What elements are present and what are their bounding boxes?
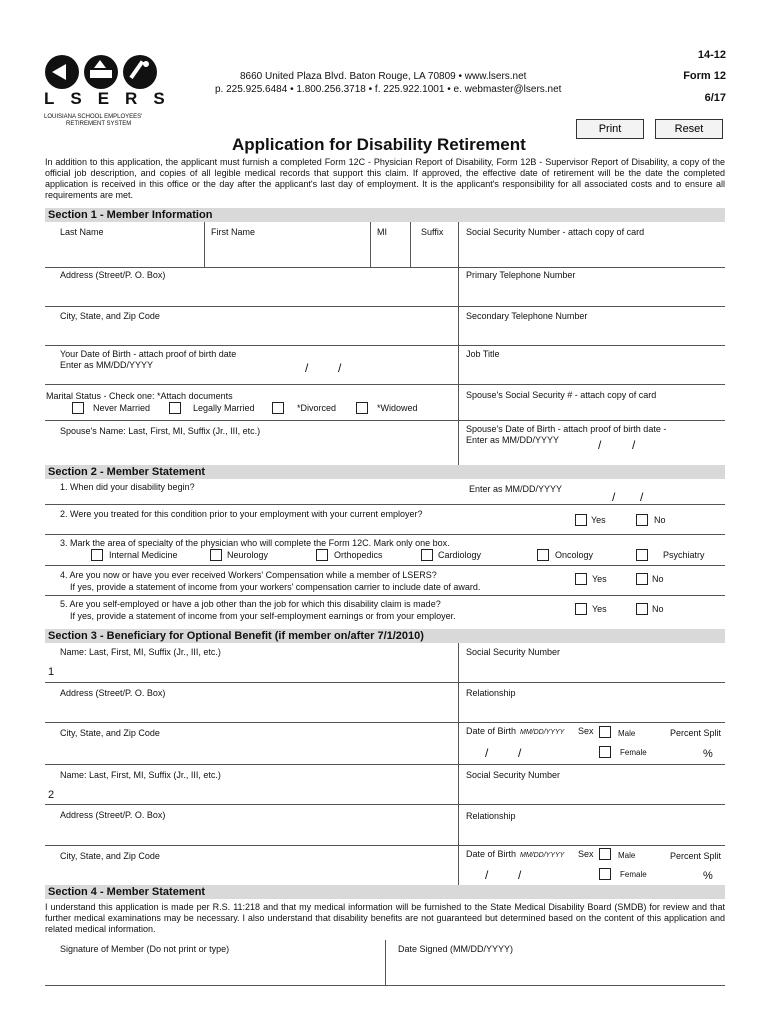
b2-ssn-label: Social Security Number xyxy=(466,770,561,780)
q5-sublabel: If yes, provide a statement of income from your self-employment earnings or from your employer. xyxy=(70,611,456,621)
row-line xyxy=(45,306,725,307)
row-line xyxy=(45,345,725,346)
mi-label: MI xyxy=(377,227,387,237)
widowed-label: *Widowed xyxy=(377,403,418,413)
internal-medicine-checkbox[interactable] xyxy=(91,549,103,561)
cardiology-checkbox[interactable] xyxy=(421,549,433,561)
b2-percent-split-label: Percent Split xyxy=(670,851,722,861)
spouse-dob-slash-1: / xyxy=(598,438,602,452)
b1-female-label: Female xyxy=(620,748,647,757)
form-number: Form 12 xyxy=(683,70,726,82)
row-line xyxy=(45,682,725,683)
spouse-ssn-label: Spouse's Social Security # - attach copy of card xyxy=(466,390,657,400)
q5-yes-checkbox[interactable] xyxy=(575,603,587,615)
b1-dob-slash-2: / xyxy=(518,746,522,760)
row-line xyxy=(45,534,725,535)
print-button[interactable]: Print xyxy=(576,119,644,139)
b2-relationship-label: Relationship xyxy=(466,811,516,821)
page-title: Application for Disability Retirement xyxy=(232,135,526,154)
b2-female-label: Female xyxy=(620,870,647,879)
marital-status-label: Marital Status - Check one: *Attach documents xyxy=(46,391,233,401)
section-4-header: Section 4 - Member Statement xyxy=(45,885,725,899)
q1-slash-1: / xyxy=(612,490,616,504)
lsers-logo xyxy=(42,50,181,134)
b1-percent-sign: % xyxy=(703,748,713,760)
neurology-label: Neurology xyxy=(227,550,269,560)
row-line xyxy=(45,845,725,846)
row-line xyxy=(45,764,725,765)
b2-number: 2 xyxy=(48,789,55,801)
b2-name-label: Name: Last, First, MI, Suffix (Jr., III, etc.) xyxy=(60,770,221,780)
q4-sublabel: If yes, provide a statement of income from your workers' compensation carrier to include date of award. xyxy=(70,582,481,592)
neurology-checkbox[interactable] xyxy=(210,549,222,561)
row-line xyxy=(45,384,725,385)
col-divider-suffix xyxy=(410,222,411,267)
suffix-label: Suffix xyxy=(421,227,444,237)
address-label: Address (Street/P. O. Box) xyxy=(60,270,166,280)
col-divider-first xyxy=(204,222,205,267)
section-3-header: Section 3 - Beneficiary for Optional Benefit (if member on/after 7/1/2010) xyxy=(45,629,725,643)
cardiology-label: Cardiology xyxy=(438,550,482,560)
spouse-dob-label-1: Spouse's Date of Birth - attach proof of birth date - xyxy=(466,424,667,434)
psychiatry-checkbox[interactable] xyxy=(636,549,648,561)
q2-yes-checkbox[interactable] xyxy=(575,514,587,526)
row-line xyxy=(45,565,725,566)
row-line xyxy=(45,595,725,596)
q1-hint: Enter as MM/DD/YYYY xyxy=(469,484,563,494)
form-code: 14-12 xyxy=(697,49,726,61)
q5-no-label: No xyxy=(652,604,664,614)
b2-address-label: Address (Street/P. O. Box) xyxy=(60,810,166,820)
b1-female-checkbox[interactable] xyxy=(599,746,611,758)
spouse-dob-label-2: Enter as MM/DD/YYYY xyxy=(466,435,560,445)
q5-no-checkbox[interactable] xyxy=(636,603,648,615)
signature-bottom-line xyxy=(45,985,725,986)
dob-label-2: Enter as MM/DD/YYYY xyxy=(60,360,154,370)
q4-label: 4. Are you now or have you ever received Workers' Compensation while a member of LSERS? xyxy=(60,570,437,580)
q4-no-checkbox[interactable] xyxy=(636,573,648,585)
b2-male-checkbox[interactable] xyxy=(599,848,611,860)
dob-slash-2: / xyxy=(338,361,342,375)
intro-paragraph: In addition to this application, the applicant must furnish a completed Form 12C - Physician Report of Disability, Form 12B - Supervisor Report of Disability, a copy of the official job description, and copies of all legible medical records that support this claim. If approved, the effective date of retirement will be the date the completed application is received in this office or the day after the applicant's last day of employment. It is the applicant's responsibility for all associated costs and to ensure all requirements are met. xyxy=(45,157,725,200)
b2-dob-slash-2: / xyxy=(518,868,522,882)
primary-phone-label: Primary Telephone Number xyxy=(466,270,576,280)
row-line xyxy=(45,504,725,505)
b1-name-label: Name: Last, First, MI, Suffix (Jr., III, etc.) xyxy=(60,647,221,657)
oncology-checkbox[interactable] xyxy=(537,549,549,561)
never-married-label: Never Married xyxy=(93,403,151,413)
header-address: 8660 United Plaza Blvd. Baton Rouge, LA 70809 • www.lsers.net xyxy=(240,71,527,82)
internal-medicine-label: Internal Medicine xyxy=(109,550,178,560)
b1-dob-slash-1: / xyxy=(485,746,489,760)
section-4-statement: I understand this application is made per R.S. 11:218 and that my medical information will be furnished to the State Medical Disability Board (SMDB) for review and that further medical examinations may be necessary. I also understand that disability benefits are not guaranteed but determined based on the content of this application and related medical information. xyxy=(45,902,725,934)
b1-percent-split-label: Percent Split xyxy=(670,728,722,738)
b1-dob-format: MM/DD/YYYY xyxy=(520,729,565,736)
q4-yes-label: Yes xyxy=(592,574,607,584)
b1-address-label: Address (Street/P. O. Box) xyxy=(60,688,166,698)
section-1-header: Section 1 - Member Information xyxy=(45,208,725,222)
b1-male-label: Male xyxy=(618,729,636,738)
b1-relationship-label: Relationship xyxy=(466,688,516,698)
b1-sex-label: Sex xyxy=(578,726,594,736)
q2-no-checkbox[interactable] xyxy=(636,514,648,526)
b2-dob-slash-1: / xyxy=(485,868,489,882)
orthopedics-label: Orthopedics xyxy=(334,550,383,560)
dob-label-1: Your Date of Birth - attach proof of birth date xyxy=(60,349,237,359)
first-name-label: First Name xyxy=(211,227,256,237)
spouse-dob-slash-2: / xyxy=(632,438,636,452)
divorced-label: *Divorced xyxy=(297,403,337,413)
reset-button[interactable]: Reset xyxy=(655,119,723,139)
section-2-header: Section 2 - Member Statement xyxy=(45,465,725,479)
spouse-name-label: Spouse's Name: Last, First, MI, Suffix (Jr., III, etc.) xyxy=(60,426,261,436)
q4-no-label: No xyxy=(652,574,664,584)
ssn-label: Social Security Number - attach copy of card xyxy=(466,227,645,237)
q5-label: 5. Are you self-employed or have a job other than the job for which this disability claim is made? xyxy=(60,599,441,609)
job-title-label: Job Title xyxy=(466,349,500,359)
b2-percent-sign: % xyxy=(703,870,713,882)
row-line xyxy=(45,267,725,268)
q2-yes-label: Yes xyxy=(591,515,606,525)
q5-yes-label: Yes xyxy=(592,604,607,614)
oncology-label: Oncology xyxy=(555,550,594,560)
b1-ssn-label: Social Security Number xyxy=(466,647,561,657)
never-married-checkbox[interactable] xyxy=(72,402,84,414)
dob-slash-1: / xyxy=(305,361,309,375)
logo-caption-2: RETIREMENT SYSTEM xyxy=(66,121,132,127)
b2-male-label: Male xyxy=(618,851,636,860)
q3-label: 3. Mark the area of specialty of the physician who will complete the Form 12C. Mark only one box. xyxy=(60,538,450,548)
last-name-label: Last Name xyxy=(60,227,104,237)
divorced-checkbox[interactable] xyxy=(272,402,284,414)
row-line xyxy=(45,722,725,723)
psychiatry-label: Psychiatry xyxy=(663,550,705,560)
legally-married-checkbox[interactable] xyxy=(169,402,181,414)
q4-yes-checkbox[interactable] xyxy=(575,573,587,585)
b2-female-checkbox[interactable] xyxy=(599,868,611,880)
widowed-checkbox[interactable] xyxy=(356,402,368,414)
row-line xyxy=(45,420,725,421)
b2-dob-label: Date of Birth xyxy=(466,849,517,859)
logo-letters: LSERS xyxy=(44,89,181,108)
city-label: City, State, and Zip Code xyxy=(60,311,160,321)
secondary-phone-label: Secondary Telephone Number xyxy=(466,311,588,321)
b1-male-checkbox[interactable] xyxy=(599,726,611,738)
header-contact: p. 225.925.6484 • 1.800.256.3718 • f. 225.922.1001 • e. webmaster@lsers.net xyxy=(215,84,562,95)
legally-married-label: Legally Married xyxy=(193,403,255,413)
orthopedics-checkbox[interactable] xyxy=(316,549,328,561)
q1-label: 1. When did your disability begin? xyxy=(60,482,195,492)
signature-divider xyxy=(385,940,386,986)
signature-label: Signature of Member (Do not print or type) xyxy=(60,944,230,954)
col-divider-mi xyxy=(370,222,371,267)
q1-slash-2: / xyxy=(640,490,644,504)
form-date: 6/17 xyxy=(704,92,726,104)
q2-label: 2. Were you treated for this condition prior to your employment with your current employer? xyxy=(60,509,423,519)
row-line xyxy=(45,804,725,805)
b1-city-label: City, State, and Zip Code xyxy=(60,728,160,738)
q2-no-label: No xyxy=(654,515,666,525)
b2-dob-format: MM/DD/YYYY xyxy=(520,852,565,859)
date-signed-label: Date Signed (MM/DD/YYYY) xyxy=(398,944,514,954)
b1-number: 1 xyxy=(48,666,55,678)
logo-caption-1: LOUISIANA SCHOOL EMPLOYEES' xyxy=(44,114,143,120)
b2-sex-label: Sex xyxy=(578,849,594,859)
b2-city-label: City, State, and Zip Code xyxy=(60,851,160,861)
b1-dob-label: Date of Birth xyxy=(466,726,517,736)
